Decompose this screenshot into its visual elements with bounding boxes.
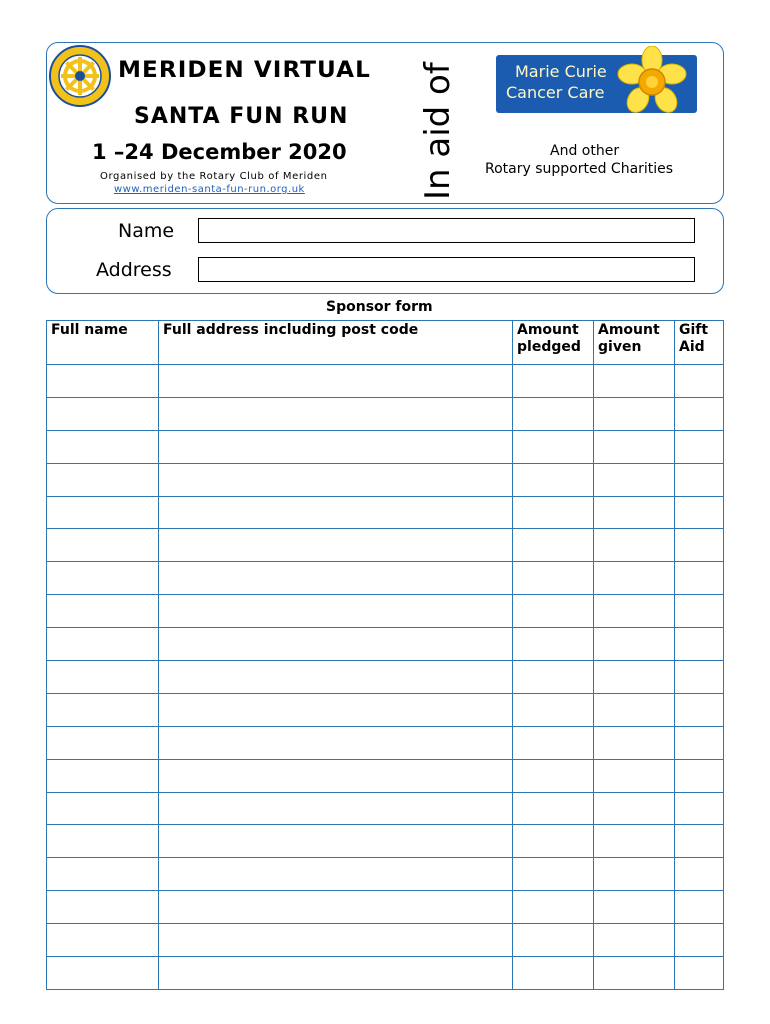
cell-full-address[interactable]: [159, 628, 513, 661]
cell-gift-aid[interactable]: [675, 562, 724, 595]
cell-amount-given[interactable]: [594, 924, 675, 957]
table-row: [47, 759, 724, 792]
table-row: [47, 397, 724, 430]
table-row: [47, 529, 724, 562]
cell-gift-aid[interactable]: [675, 463, 724, 496]
organiser-text: Organised by the Rotary Club of Meriden: [100, 171, 328, 182]
cell-gift-aid[interactable]: [675, 858, 724, 891]
event-dates: 1 –24 December 2020: [92, 140, 347, 164]
cell-full-name[interactable]: [47, 825, 159, 858]
table-row: [47, 628, 724, 661]
cell-full-name[interactable]: [47, 792, 159, 825]
cell-gift-aid[interactable]: [675, 529, 724, 562]
cell-amount-pledged[interactable]: [513, 858, 594, 891]
cell-amount-pledged[interactable]: [513, 628, 594, 661]
cell-amount-given[interactable]: [594, 463, 675, 496]
cell-full-address[interactable]: [159, 924, 513, 957]
cell-full-address[interactable]: [159, 825, 513, 858]
table-row: [47, 726, 724, 759]
cell-full-name[interactable]: [47, 463, 159, 496]
cell-amount-given[interactable]: [594, 430, 675, 463]
cell-full-name[interactable]: [47, 397, 159, 430]
cell-full-address[interactable]: [159, 562, 513, 595]
cell-amount-given[interactable]: [594, 792, 675, 825]
cell-amount-given[interactable]: [594, 595, 675, 628]
cell-gift-aid[interactable]: [675, 595, 724, 628]
cell-amount-pledged[interactable]: [513, 726, 594, 759]
cell-full-name[interactable]: [47, 726, 159, 759]
cell-amount-pledged[interactable]: [513, 430, 594, 463]
cell-full-address[interactable]: [159, 759, 513, 792]
cell-amount-given[interactable]: [594, 397, 675, 430]
table-row: [47, 430, 724, 463]
name-label: Name: [118, 220, 175, 242]
table-row: [47, 891, 724, 924]
cell-full-name[interactable]: [47, 957, 159, 990]
cell-amount-pledged[interactable]: [513, 562, 594, 595]
cell-gift-aid[interactable]: [675, 825, 724, 858]
cell-full-name[interactable]: [47, 628, 159, 661]
cell-amount-given[interactable]: [594, 726, 675, 759]
table-row: [47, 562, 724, 595]
cell-gift-aid[interactable]: [675, 693, 724, 726]
table-row: [47, 496, 724, 529]
website-link[interactable]: www.meriden-santa-fun-run.org.uk: [114, 184, 305, 195]
cell-full-address[interactable]: [159, 365, 513, 398]
daffodil-icon: [616, 46, 688, 118]
cell-full-name[interactable]: [47, 759, 159, 792]
cell-gift-aid[interactable]: [675, 628, 724, 661]
cell-amount-pledged[interactable]: [513, 759, 594, 792]
cell-amount-given[interactable]: [594, 957, 675, 990]
cell-amount-pledged[interactable]: [513, 924, 594, 957]
cell-amount-pledged[interactable]: [513, 661, 594, 694]
cell-gift-aid[interactable]: [675, 496, 724, 529]
event-title-line2: SANTA FUN RUN: [134, 104, 349, 129]
col-header-full-name: Full name: [47, 321, 159, 365]
cell-full-name[interactable]: [47, 562, 159, 595]
cell-amount-pledged[interactable]: [513, 529, 594, 562]
cell-amount-pledged[interactable]: [513, 463, 594, 496]
cell-full-name[interactable]: [47, 661, 159, 694]
cell-amount-pledged[interactable]: [513, 957, 594, 990]
event-title-line1: MERIDEN VIRTUAL: [118, 58, 371, 83]
table-row: [47, 463, 724, 496]
cell-gift-aid[interactable]: [675, 891, 724, 924]
cell-gift-aid[interactable]: [675, 957, 724, 990]
cell-amount-pledged[interactable]: [513, 825, 594, 858]
cell-full-address[interactable]: [159, 397, 513, 430]
cell-amount-pledged[interactable]: [513, 693, 594, 726]
cell-full-address[interactable]: [159, 529, 513, 562]
address-field[interactable]: [198, 257, 695, 282]
table-row: [47, 365, 724, 398]
table-row: [47, 792, 724, 825]
col-header-amount-pledged: Amount pledged: [513, 321, 594, 365]
table-row: [47, 825, 724, 858]
cell-gift-aid[interactable]: [675, 759, 724, 792]
cell-full-name[interactable]: [47, 595, 159, 628]
cell-full-address[interactable]: [159, 858, 513, 891]
cell-amount-given[interactable]: [594, 661, 675, 694]
col-header-amount-given: Amount given: [594, 321, 675, 365]
cell-amount-given[interactable]: [594, 529, 675, 562]
cell-gift-aid[interactable]: [675, 726, 724, 759]
cell-full-address[interactable]: [159, 693, 513, 726]
cell-full-address[interactable]: [159, 496, 513, 529]
cell-full-address[interactable]: [159, 792, 513, 825]
cell-amount-given[interactable]: [594, 628, 675, 661]
table-row: [47, 957, 724, 990]
table-row: [47, 924, 724, 957]
cell-amount-given[interactable]: [594, 693, 675, 726]
cell-full-address[interactable]: [159, 595, 513, 628]
cell-gift-aid[interactable]: [675, 365, 724, 398]
name-field[interactable]: [198, 218, 695, 243]
cell-amount-given[interactable]: [594, 891, 675, 924]
cell-full-name[interactable]: [47, 693, 159, 726]
cell-amount-given[interactable]: [594, 496, 675, 529]
address-label: Address: [96, 259, 172, 281]
sponsor-table: [46, 320, 724, 990]
other-charities-line1: And other: [550, 143, 620, 159]
sponsor-form-title: Sponsor form: [326, 299, 433, 315]
cell-full-name[interactable]: [47, 529, 159, 562]
cell-amount-pledged[interactable]: [513, 365, 594, 398]
cell-gift-aid[interactable]: [675, 430, 724, 463]
other-charities-line2: Rotary supported Charities: [485, 161, 674, 177]
cell-full-name[interactable]: [47, 365, 159, 398]
charity-name-line2: Cancer Care: [506, 83, 605, 102]
table-row: [47, 595, 724, 628]
sponsor-table-header: [47, 321, 724, 365]
cell-amount-pledged[interactable]: [513, 891, 594, 924]
cell-full-address[interactable]: [159, 430, 513, 463]
cell-full-address[interactable]: [159, 726, 513, 759]
cell-amount-given[interactable]: [594, 562, 675, 595]
cell-amount-given[interactable]: [594, 858, 675, 891]
cell-gift-aid[interactable]: [675, 661, 724, 694]
cell-full-address[interactable]: [159, 891, 513, 924]
cell-full-address[interactable]: [159, 463, 513, 496]
rotary-wheel-icon: [48, 44, 112, 108]
col-header-gift-aid: Gift Aid: [675, 321, 724, 365]
cell-gift-aid[interactable]: [675, 924, 724, 957]
cell-full-name[interactable]: [47, 496, 159, 529]
cell-amount-given[interactable]: [594, 365, 675, 398]
table-row: [47, 661, 724, 694]
cell-full-name[interactable]: [47, 924, 159, 957]
charity-name-line1: Marie Curie: [515, 62, 607, 81]
cell-full-address[interactable]: [159, 661, 513, 694]
cell-amount-pledged[interactable]: [513, 595, 594, 628]
cell-amount-pledged[interactable]: [513, 496, 594, 529]
cell-amount-pledged[interactable]: [513, 397, 594, 430]
cell-full-name[interactable]: [47, 858, 159, 891]
cell-gift-aid[interactable]: [675, 397, 724, 430]
cell-amount-given[interactable]: [594, 759, 675, 792]
table-row: [47, 693, 724, 726]
cell-gift-aid[interactable]: [675, 792, 724, 825]
cell-amount-given[interactable]: [594, 825, 675, 858]
col-header-full-address: Full address including post code: [159, 321, 513, 365]
cell-full-name[interactable]: [47, 430, 159, 463]
cell-full-address[interactable]: [159, 957, 513, 990]
cell-amount-pledged[interactable]: [513, 792, 594, 825]
cell-full-name[interactable]: [47, 891, 159, 924]
table-row: [47, 858, 724, 891]
